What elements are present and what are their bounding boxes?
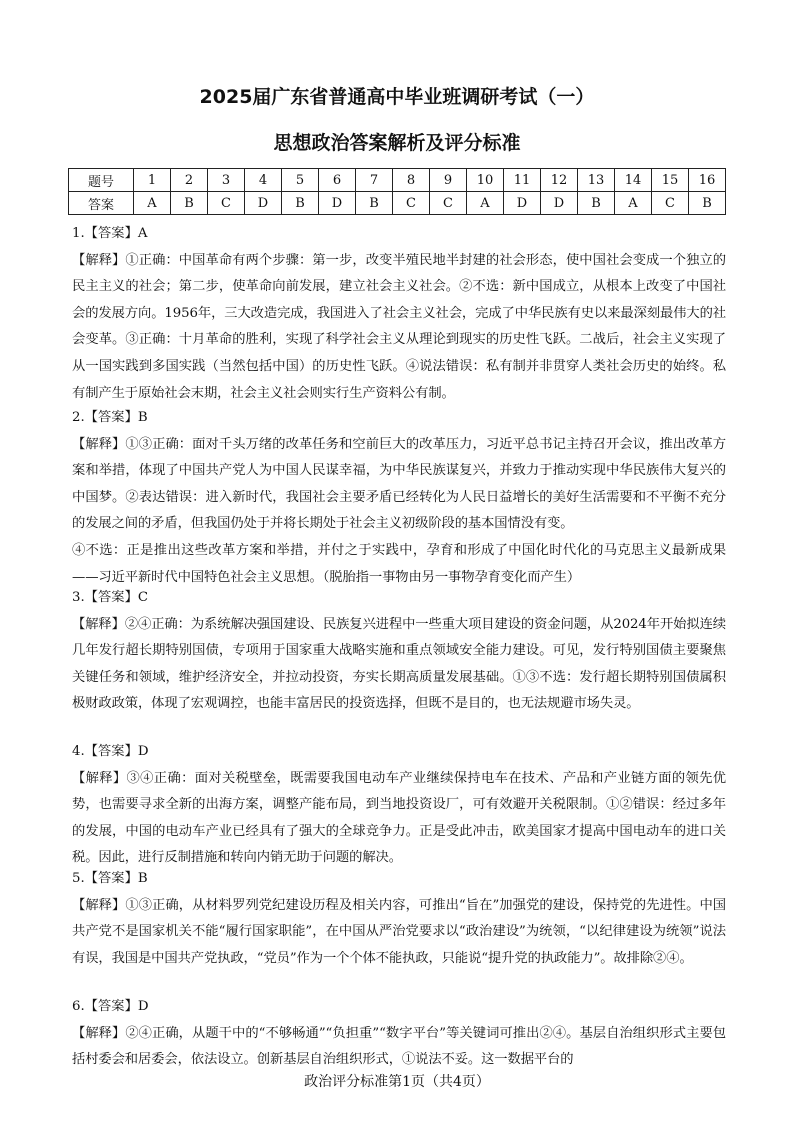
answer-cell: D <box>319 192 356 215</box>
answer-row <box>69 192 726 215</box>
answer-cell: B <box>689 192 726 215</box>
explanation-paragraph: ④不选：正是推出这些改革方案和举措，并付之于实践中，孕育和形成了中国化时代化的马克思主义最新成果——习近平新时代中国特色社会主义思想。（脱胎指一事物由另一事物孕育变化而产生） <box>72 542 726 585</box>
question-number-cell: 14 <box>615 169 652 192</box>
page-subtitle: 思想政治答案解析及评分标准 <box>273 132 521 154</box>
question-number-cell: 13 <box>578 169 615 192</box>
answer-cell: B <box>356 192 393 215</box>
answer-item-1 <box>72 221 726 407</box>
answer-cell: D <box>541 192 578 215</box>
answer-header: 答案 <box>69 192 134 215</box>
question-number-cell: 11 <box>504 169 541 192</box>
answer-key-table <box>68 168 726 215</box>
answer-item-5 <box>72 866 726 972</box>
answer-cell: D <box>245 192 282 215</box>
exam-title: 2025届广东省普通高中毕业班调研考试（一） <box>199 86 595 108</box>
explanation-paragraph: 【解释】①③正确，从材料罗列党纪建设历程及相关内容，可推出“旨在”加强党的建设，保持党的先进性。中国共产党不是国家机关不能“履行国家职能”，在中国从严治党要求以“政治建设”为统领，“以纪律建设为统领”说法有误，我国是中国共产党执政，“党员”作为一个个体不能执政，只能说“提升党的执政能力”。故排除②④。 <box>72 897 726 966</box>
answer-cell: B <box>578 192 615 215</box>
answer-cell: A <box>134 192 171 215</box>
question-number-cell: 10 <box>467 169 504 192</box>
question-number-cell: 9 <box>430 169 467 192</box>
answer-cell: A <box>467 192 504 215</box>
question-number-row <box>69 169 726 192</box>
question-number-cell: 16 <box>689 169 726 192</box>
explanation-paragraph: 【解释】①③正确：面对千头万绪的改革任务和空前巨大的改革压力，习近平总书记主持召开会议，推出改革方案和举措，体现了中国共产党人为中国人民谋幸福，为中华民族谋复兴，并致力于推动实现中华民族伟大复兴的中国梦。②表达错误：进入新时代，我国社会主要矛盾已经转化为人民日益增长的美好生活需要和不平衡不充分的发展之间的矛盾，但我国仍处于并将长期处于社会主义初级阶段的基本国情没有变。 <box>72 436 726 532</box>
answer-cell: B <box>171 192 208 215</box>
question-number-cell: 3 <box>208 169 245 192</box>
answer-cell: A <box>615 192 652 215</box>
question-number-cell: 12 <box>541 169 578 192</box>
answer-cell: C <box>393 192 430 215</box>
answer-item-4 <box>72 739 726 872</box>
answer-item-6 <box>72 994 726 1074</box>
answer-cell: C <box>208 192 245 215</box>
question-number-cell: 1 <box>134 169 171 192</box>
answer-line: 6.【答案】D <box>72 999 149 1014</box>
answer-line: 4.【答案】D <box>72 744 149 759</box>
answer-line: 3.【答案】C <box>72 590 149 605</box>
answer-cell: B <box>282 192 319 215</box>
answer-item-2 <box>72 405 726 591</box>
answer-cell: D <box>504 192 541 215</box>
question-number-cell: 4 <box>245 169 282 192</box>
answer-line: 2.【答案】B <box>72 410 148 425</box>
question-number-cell: 7 <box>356 169 393 192</box>
question-number-cell: 6 <box>319 169 356 192</box>
explanation-paragraph: 【解释】②④正确：为系统解决强国建设、民族复兴进程中一些重大项目建设的资金问题，从2024年开始拟连续几年发行超长期特别国债，专项用于国家重大战略实施和重点领域安全能力建设。可见，发行特别国债主要聚焦关键任务和领域，维护经济安全，并拉动投资，夯实长期高质量发展基础。①③不选：发行超长期特别国债属积极财政政策，体现了宏观调控，也能丰富居民的投资选择，但既不是目的，也无法规避市场失灵。 <box>72 616 726 712</box>
answer-item-3 <box>72 585 726 718</box>
question-number-header: 题号 <box>69 169 134 192</box>
question-number-cell: 15 <box>652 169 689 192</box>
explanation-paragraph: 【解释】②④正确，从题干中的“不够畅通”“负担重”“数字平台”等关键词可推出②④。基层自治组织形式主要包括村委会和居委会，依法设立。创新基层自治组织形式，①说法不妥。这一数据平台的 <box>72 1025 726 1068</box>
page-footer: 政治评分标准第1页（共4页） <box>304 1074 490 1090</box>
question-number-cell: 2 <box>171 169 208 192</box>
explanation-paragraph: 【解释】①正确：中国革命有两个步骤：第一步，改变半殖民地半封建的社会形态，使中国社会变成一个独立的民主主义的社会；第二步，使革命向前发展，建立社会主义社会。②不选：新中国成立，从根本上改变了中国社会的发展方向。1956年，三大改造完成，我国进入了社会主义社会，完成了中华民族有史以来最深刻最伟大的社会变革。③正确：十月革命的胜利，实现了科学社会主义从理论到现实的历史性飞跃。二战后，社会主义实现了从一国实践到多国实践（当然包括中国）的历史性飞跃。④说法错误：私有制并非贯穿人类社会历史的始终。私有制产生于原始社会末期，社会主义社会则实行生产资料公有制。 <box>72 252 726 401</box>
answer-line: 1.【答案】A <box>72 226 148 241</box>
explanation-paragraph: 【解释】③④正确：面对关税壁垒，既需要我国电动车产业继续保持电车在技术、产品和产业链方面的领先优势，也需要寻求全新的出海方案，调整产能布局，到当地投资设厂，可有效避开关税限制。①②错误：经过多年的发展，中国的电动车产业已经具有了强大的全球竞争力。正是受此冲击，欧美国家才提高中国电动车的进口关税。因此，进行反制措施和转向内销无助于问题的解决。 <box>72 770 726 866</box>
answer-line: 5.【答案】B <box>72 871 148 886</box>
question-number-cell: 8 <box>393 169 430 192</box>
question-number-cell: 5 <box>282 169 319 192</box>
answer-cell: C <box>652 192 689 215</box>
answer-cell: C <box>430 192 467 215</box>
